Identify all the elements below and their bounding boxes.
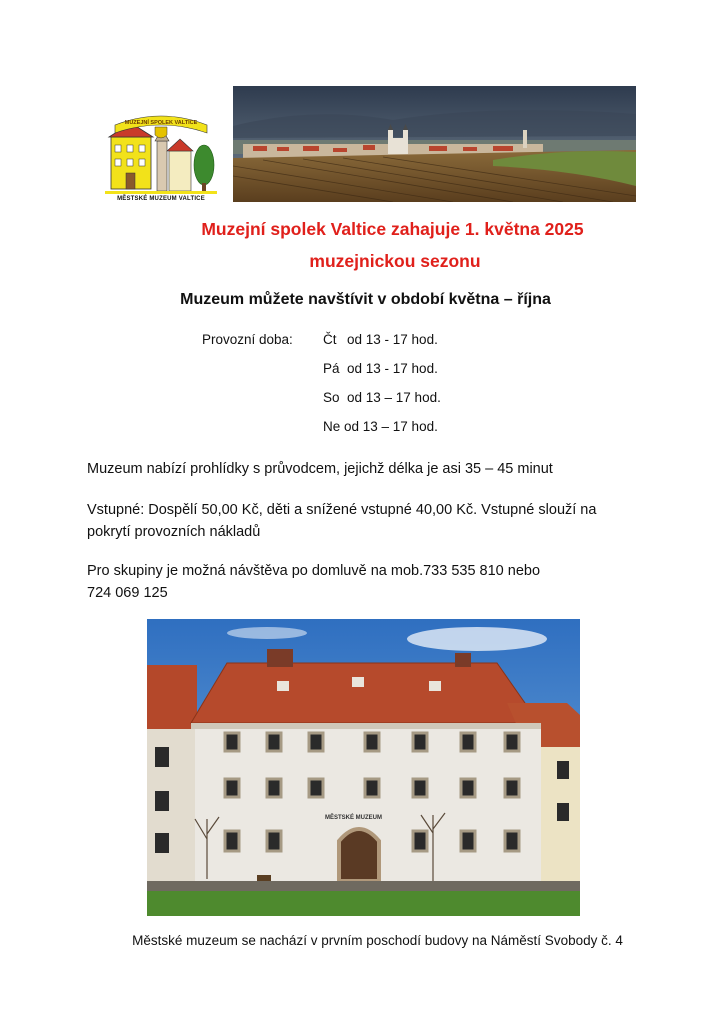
groups-line-2: 724 069 125 bbox=[87, 585, 168, 601]
hours-day: So bbox=[323, 390, 340, 405]
logo-caption: MĚSTSKÉ MUZEUM VALTICE bbox=[117, 196, 205, 202]
headline-line-1: Muzejní spolek Valtice zahajuje 1. května 2025 bbox=[201, 219, 584, 239]
logo-banner-text: MUZEJNÍ SPOLEK VALTICE bbox=[124, 120, 198, 126]
museum-logo bbox=[105, 107, 217, 207]
headline-line-2: muzejnickou sezonu bbox=[309, 251, 481, 271]
hours-time: od 13 – 17 hod. bbox=[347, 390, 441, 405]
hours-day: Čt bbox=[323, 332, 337, 347]
admission-line-1: Vstupné: Dospělí 50,00 Kč, děti a snížené vstupné 40,00 Kč. Vstupné slouží na bbox=[87, 502, 597, 518]
museum-building-photo bbox=[147, 619, 580, 916]
admission-line-2: pokrytí provozních nákladů bbox=[87, 524, 261, 540]
hours-time: od 13 – 17 hod. bbox=[344, 419, 438, 434]
building-sign-text: MĚSTSKÉ MUZEUM bbox=[325, 815, 382, 821]
location-note: Městské muzeum se nachází v prvním poschodí budovy na Náměstí Svobody č. 4 bbox=[132, 933, 623, 948]
opening-hours-label: Provozní doba: bbox=[202, 332, 293, 347]
visiting-period: Muzeum můžete navštívit v období května – října bbox=[180, 291, 551, 308]
valtice-panorama-image bbox=[233, 86, 636, 202]
tour-info: Muzeum nabízí prohlídky s průvodcem, jejichž délka je asi 35 – 45 minut bbox=[87, 461, 553, 477]
hours-day: Ne bbox=[323, 419, 341, 434]
groups-line-1: Pro skupiny je možná návštěva po domluvě na mob.733 535 810 nebo bbox=[87, 563, 541, 579]
hours-time: od 13 - 17 hod. bbox=[347, 332, 438, 347]
hours-time: od 13 - 17 hod. bbox=[347, 361, 438, 376]
hours-day: Pá bbox=[323, 361, 340, 376]
